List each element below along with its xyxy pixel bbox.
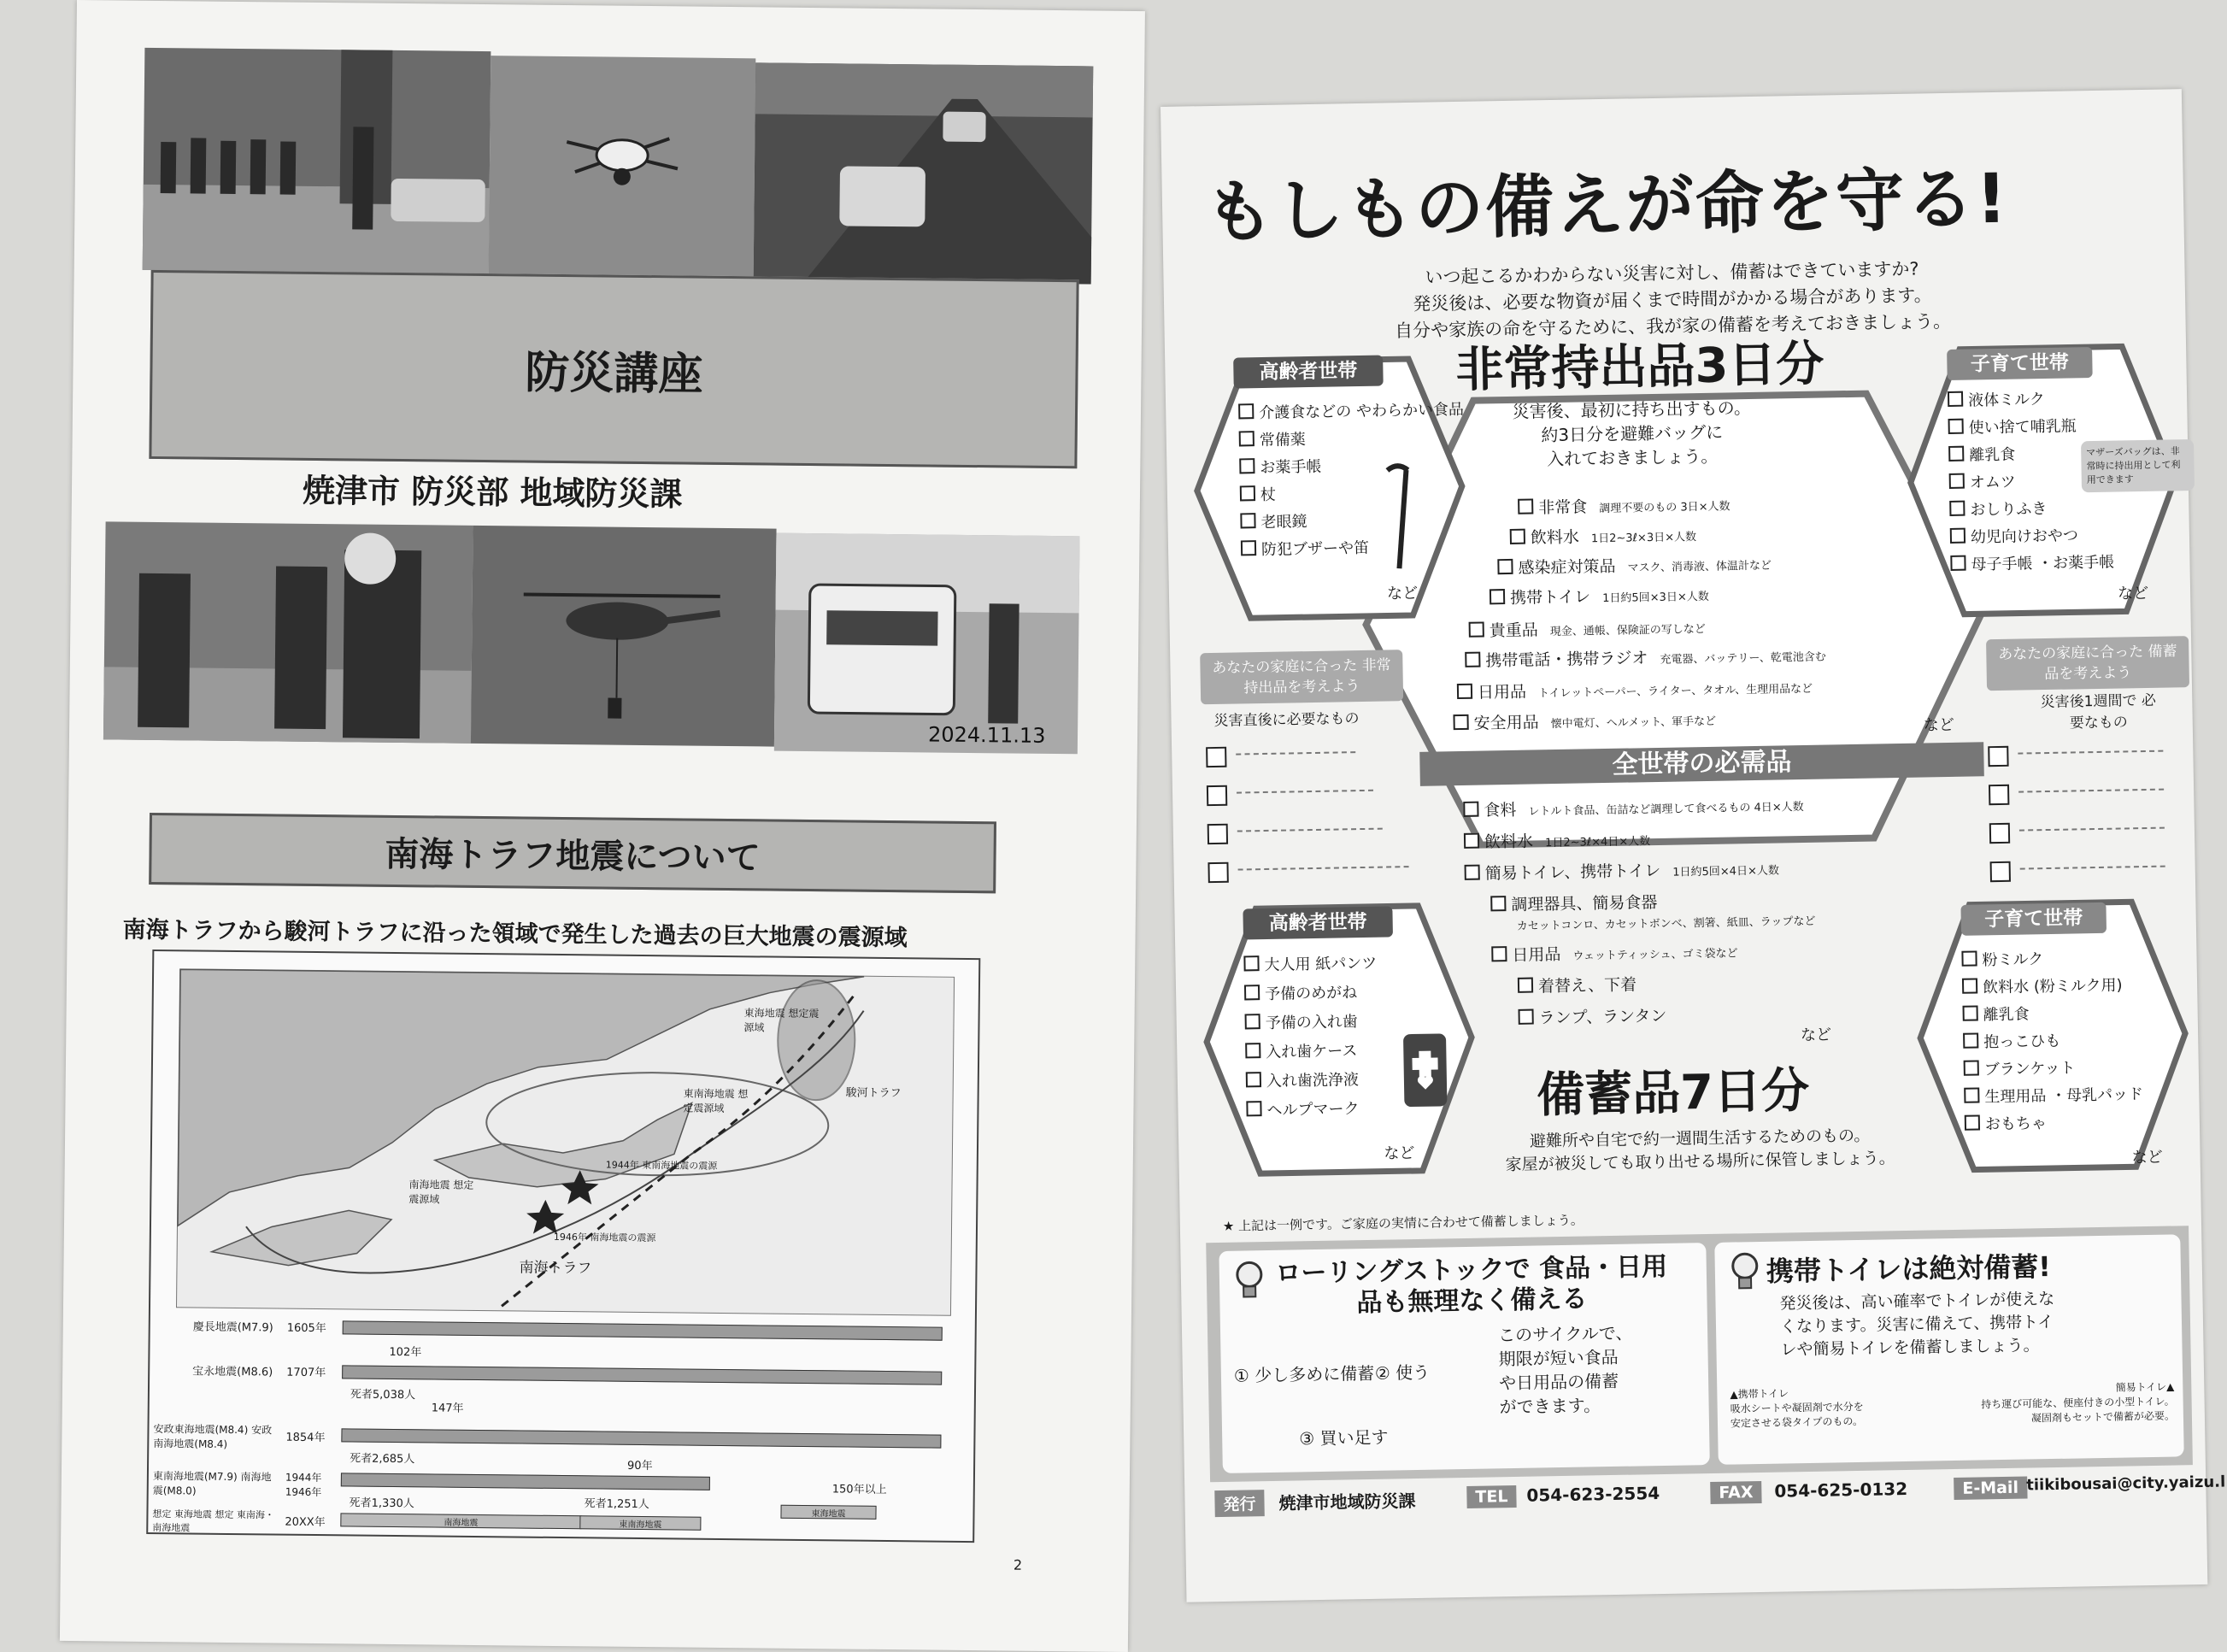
timeline-label-future: 想定 東海地震 想定 東南海・南海地震 xyxy=(152,1508,275,1534)
label-suruga-trough: 駿河トラフ xyxy=(845,1086,902,1101)
stock-desc-1: 避難所や自宅で約一週間生活するためのもの。 xyxy=(1529,1126,1871,1151)
child-bottom-item-2[interactable]: 離乳食 xyxy=(1962,999,2142,1030)
emergency-item-4[interactable] xyxy=(1469,614,1706,642)
family-right-line-4[interactable] xyxy=(2020,866,2165,870)
child-top-item-0[interactable]: 液体ミルク xyxy=(1948,385,2112,415)
stock-desc-2: 家屋が被災しても取り出せる場所に保管しましょう。 xyxy=(1505,1149,1895,1175)
emergency-desc xyxy=(1490,396,1773,473)
rolling-desc-2: 期限が短い食品 xyxy=(1498,1346,1619,1370)
label-tokai-assumed: 東海地震 想定震源域 xyxy=(743,1007,820,1034)
figure-caption: 南海トラフから駿河トラフに沿った領域で発生した過去の巨大地震の震源域 xyxy=(122,916,908,952)
common-item-5-name: 着替え、下着 xyxy=(1537,975,1637,996)
timeline-bar-keicho xyxy=(343,1320,943,1340)
child-bottom-item-4[interactable]: ブランケット xyxy=(1964,1054,2143,1085)
family-left-heading: あなたの家庭に合った 非常持出品を考えよう xyxy=(1200,650,1403,704)
page-title: 防災講座 xyxy=(525,347,703,401)
family-left-check-2[interactable] xyxy=(1207,785,1227,806)
timeline-year-ansei: 1854年 xyxy=(285,1431,326,1445)
japan-map xyxy=(176,968,955,1315)
photo-ambulance-road xyxy=(754,62,1094,284)
simple-toilet-caption: 簡易トイレ▲ 持ち運び可能な、便座付きの小型トイレ。 凝固剤もセットで備蓄が必要。 xyxy=(1981,1380,2176,1425)
fax-label: FAX xyxy=(1710,1481,1762,1504)
elderly-bottom-item-2[interactable]: 予備の入れ歯 xyxy=(1244,1008,1378,1039)
timeline-label-ansei: 安政東海地震(M8.4) 安政南海地震(M8.4) xyxy=(153,1423,273,1450)
family-left-check-4[interactable] xyxy=(1208,862,1228,883)
elderly-bottom-etc: など xyxy=(1384,1143,1415,1163)
emergency-item-1-name: 飲料水 xyxy=(1530,527,1580,548)
child-bottom-item-0[interactable]: 粉ミルク xyxy=(1961,944,2141,975)
elderly-top-item-0[interactable]: 介護食などの やわらかい食品 xyxy=(1238,397,1464,428)
intro-line-3: 自分や家族の命を守るために、我が家の備蓄を考えておきましょう。 xyxy=(1394,310,1952,342)
child-bottom-item-3[interactable]: 抱っこひも xyxy=(1963,1026,2142,1057)
family-left-check-1[interactable] xyxy=(1206,747,1226,767)
timeline-year-showa: 1944年 1946年 xyxy=(285,1471,322,1499)
rolling-desc-4: ができます。 xyxy=(1499,1395,1601,1418)
section-banner xyxy=(149,813,996,893)
elderly-top-item-5[interactable]: 防犯ブザーや笛 xyxy=(1241,533,1466,565)
common-item-6[interactable] xyxy=(1518,1003,1666,1029)
timeline-year-hoei: 1707年 xyxy=(286,1366,326,1380)
common-item-2-note: 1日約5回×4日×人数 xyxy=(1672,864,1780,879)
common-item-4-note: ウェットティッシュ、ゴミ袋など xyxy=(1572,947,1738,963)
child-top-etc: など xyxy=(2117,584,2149,603)
family-right-line-1[interactable] xyxy=(2018,750,2163,755)
family-right-check-2[interactable] xyxy=(1989,785,2009,805)
child-top-item-1[interactable]: 使い捨て哺乳瓶 xyxy=(1948,413,2112,443)
emergency-item-5-name: 携帯電話・携帯ラジオ xyxy=(1485,649,1648,671)
organization-name: 焼津市 防災部 地域防災課 xyxy=(302,471,683,514)
toilet-desc xyxy=(1779,1288,2055,1362)
emergency-item-4-name: 貴重品 xyxy=(1489,620,1538,641)
rolling-step-1: ① 少し多めに備蓄 xyxy=(1233,1362,1375,1386)
family-right-check-4[interactable] xyxy=(1990,861,2011,882)
intro-line-2: 発災後は、必要な物資が届くまで時間がかかる場合があります。 xyxy=(1413,285,1932,315)
rolling-heading: ローリングストックで 食品・日用品も無理なく備える xyxy=(1275,1251,1668,1319)
common-etc: など xyxy=(1800,1026,1832,1045)
family-right-heading: あなたの家庭に合った 備蓄品を考えよう xyxy=(1986,636,2189,691)
emergency-item-3-name: 携帯トイレ xyxy=(1509,587,1591,608)
emergency-item-2[interactable] xyxy=(1497,551,1772,579)
deaths-nankai: 死者1,251人 xyxy=(584,1497,649,1512)
elderly-bottom-item-5[interactable]: ヘルプマーク xyxy=(1246,1095,1379,1126)
elderly-top-etc: など xyxy=(1386,584,1419,603)
emergency-item-1[interactable] xyxy=(1510,522,1697,549)
deaths-tonankai: 死者1,330人 xyxy=(349,1496,414,1511)
footnote: ★ 上記は一例です。ご家庭の実情に合わせて備蓄しましょう。 xyxy=(1222,1212,1584,1234)
family-left-sub: 災害直後に必要なもの xyxy=(1213,710,1360,731)
label-nankai-assumed: 南海地震 想定震源域 xyxy=(408,1179,474,1206)
deaths-hoei: 死者5,038人 xyxy=(350,1388,416,1402)
lightbulb-icon-toilet xyxy=(1727,1250,1762,1294)
common-item-3-name: 調理器具、簡易食器 xyxy=(1511,892,1658,914)
child-top-item-2[interactable]: 離乳食 xyxy=(1948,440,2112,470)
email-address[interactable]: tiikibousai@city.yaizu.l xyxy=(2026,1473,2226,1495)
common-item-3[interactable] xyxy=(1490,890,1657,915)
title-banner xyxy=(149,270,1078,468)
intro-line-1: いつ起こるかわからない災害に対し、備蓄はできていますか? xyxy=(1425,258,1919,288)
elderly-bottom-item-3[interactable]: 入れ歯ケース xyxy=(1245,1037,1378,1068)
child-top-heading: 子育て世帯 xyxy=(1947,347,2093,380)
rolling-desc-3: や日用品の備蓄 xyxy=(1498,1370,1619,1394)
emergency-item-5-note: 充電器、バッテリー、乾電池含む xyxy=(1660,650,1826,667)
family-left-line-1[interactable] xyxy=(1236,751,1355,755)
fax-number: 054-625-0132 xyxy=(1774,1478,1908,1502)
common-item-4-name: 日用品 xyxy=(1512,944,1561,965)
label-1946-epicenter: 1946年 南海地震の震源 xyxy=(553,1231,656,1244)
emergency-item-4-note: 現金、通帳、保険証の写しなど xyxy=(1549,622,1706,639)
emergency-item-0-name: 非常食 xyxy=(1538,497,1588,518)
gap-90: 90年 xyxy=(626,1459,653,1473)
common-item-0-name: 食料 xyxy=(1484,800,1517,820)
left-page xyxy=(60,0,1145,1652)
common-item-3-note: カセットコンロ、カセットボンベ、割箸、紙皿、ラップなど xyxy=(1516,914,1816,933)
family-left-line-4[interactable] xyxy=(1238,866,1409,870)
common-item-0-note: レトルト食品、缶詰など調理して食べるもの 4日×人数 xyxy=(1528,800,1804,819)
timeline-label-showa: 東南海地震(M7.9) 南海地震(M8.0) xyxy=(152,1470,272,1497)
segment-nankai xyxy=(340,1513,581,1529)
gap-150: 150年以上 xyxy=(831,1483,887,1497)
right-page xyxy=(1161,89,2226,1602)
rolling-desc xyxy=(1498,1321,1634,1420)
family-right-line-3[interactable] xyxy=(2019,827,2165,832)
segment-nankai-label: 南海地震 xyxy=(444,1518,479,1529)
rolling-step-2: ② 使う xyxy=(1374,1361,1431,1384)
photo-firefighters xyxy=(103,521,473,743)
common-item-1[interactable] xyxy=(1464,826,1651,853)
toilet-heading: 携帯トイレは絶対備蓄! xyxy=(1766,1250,2052,1288)
emergency-desc-1: 災害後、最初に持ち出すもの。 xyxy=(1512,397,1752,422)
earthquake-figure xyxy=(146,949,980,1543)
emergency-heading: 非常持出品3日分 xyxy=(1454,336,1824,399)
photo-rescue-team xyxy=(143,48,491,273)
deaths-ansei: 死者2,685人 xyxy=(350,1452,415,1467)
stock-desc xyxy=(1486,1124,1914,1178)
emergency-desc-3: 入れておきましょう。 xyxy=(1547,445,1719,470)
child-top-item-4[interactable]: おしりふき xyxy=(1949,495,2113,525)
emergency-item-6-name: 日用品 xyxy=(1477,682,1527,703)
email-label: E-Mail xyxy=(1954,1477,2027,1500)
timeline-label-hoei: 宝永地震(M8.6) xyxy=(192,1365,273,1379)
common-item-5[interactable] xyxy=(1518,972,1637,996)
common-item-2[interactable] xyxy=(1464,856,1779,885)
child-bottom-etc: など xyxy=(2131,1148,2163,1167)
elderly-bottom-item-1[interactable]: 予備のめがね xyxy=(1244,979,1378,1010)
toilet-desc-3: レや簡易トイレを備蓄しましょう。 xyxy=(1780,1336,2040,1360)
elderly-top-list xyxy=(1238,397,1466,565)
family-right-line-2[interactable] xyxy=(2018,789,2164,793)
child-top-item-3[interactable]: オムツ xyxy=(1949,467,2113,497)
segment-tonankai xyxy=(579,1515,701,1530)
common-item-2-name: 簡易トイレ、携帯トイレ xyxy=(1484,861,1661,884)
rolling-desc-1: このサイクルで、 xyxy=(1497,1322,1633,1346)
elderly-top-heading: 高齢者世帯 xyxy=(1233,356,1384,389)
child-bottom-item-6[interactable]: おもちゃ xyxy=(1965,1108,2144,1139)
photo-ambulance xyxy=(774,533,1080,755)
issuer-label: 発行 xyxy=(1214,1490,1265,1517)
common-item-1-name: 飲料水 xyxy=(1484,832,1534,852)
gap-102: 102年 xyxy=(389,1345,422,1360)
toilet-desc-1: 発災後は、高い確率でトイレが使えな xyxy=(1779,1289,2055,1314)
family-right-sub: 災害後1週間で 必要なもの xyxy=(2040,691,2157,732)
mothers-bag-note: マザーズバッグは、非常時に持出用として利用できます xyxy=(2081,439,2195,492)
timeline-bar-showa xyxy=(341,1473,710,1490)
child-bottom-list xyxy=(1961,944,2144,1139)
family-left-check-3[interactable] xyxy=(1208,824,1228,844)
elderly-top-item-1[interactable]: 常備薬 xyxy=(1239,424,1465,456)
elderly-bottom-list xyxy=(1243,949,1379,1126)
child-bottom-heading: 子育て世帯 xyxy=(1960,902,2107,936)
label-1944-epicenter: 1944年 東南海地震の震源 xyxy=(605,1159,718,1172)
tel-number[interactable]: 054-623-2554 xyxy=(1526,1483,1660,1506)
common-item-6-name: ランプ、ランタン xyxy=(1538,1006,1667,1028)
elderly-bottom-item-4[interactable]: 入れ歯洗浄液 xyxy=(1246,1066,1379,1097)
timeline-year-keicho: 1605年 xyxy=(286,1321,326,1336)
emergency-item-7-note: 懐中電灯、ヘルメット、軍手など xyxy=(1550,714,1717,732)
course-date: 2024.11.13 xyxy=(927,722,1046,748)
elderly-top-item-2[interactable]: お薬手帳 xyxy=(1239,451,1465,483)
stock-heading: 備蓄品7日分 xyxy=(1536,1062,1810,1124)
segment-tokai xyxy=(780,1505,876,1520)
elderly-top-item-4[interactable]: 老眼鏡 xyxy=(1240,506,1466,538)
emergency-item-3[interactable] xyxy=(1490,582,1709,608)
emergency-item-2-note: マスク、消毒液、体温計など xyxy=(1627,559,1772,575)
child-bottom-item-1[interactable]: 飲料水 (粉ミルク用) xyxy=(1962,972,2142,1002)
emergency-etc: など xyxy=(1923,715,1954,735)
child-bottom-item-5[interactable]: 生理用品 ・母乳パッド xyxy=(1964,1081,2143,1112)
emergency-item-7[interactable] xyxy=(1453,707,1716,734)
family-right-check-3[interactable] xyxy=(1989,823,2010,844)
emergency-desc-2: 約3日分を避難バッグに xyxy=(1541,421,1724,446)
segment-tonankai-label: 東南海地震 xyxy=(619,1520,662,1531)
help-mark-icon xyxy=(1395,1016,1456,1111)
timeline-bar-hoei xyxy=(342,1365,942,1385)
emergency-item-6-note: トイレットペーパー、ライター、タオル、生理用品など xyxy=(1537,682,1813,701)
photo-helicopter xyxy=(471,526,777,747)
photo-drone xyxy=(489,56,756,276)
common-item-1-note: 1日2~3ℓ×4日×人数 xyxy=(1544,835,1651,850)
emergency-item-3-note: 1日約5回×3日×人数 xyxy=(1602,590,1709,606)
label-nankai-trough: 南海トラフ xyxy=(519,1259,592,1278)
gap-147: 147年 xyxy=(431,1402,464,1415)
rolling-step-3: ③ 買い足す xyxy=(1299,1426,1389,1449)
issuer-name: 焼津市地域防災課 xyxy=(1278,1490,1416,1514)
page-number: 2 xyxy=(1013,1556,1023,1573)
lightbulb-icon-rolling xyxy=(1232,1259,1267,1302)
toilet-desc-2: くなります。災害に備えて、携帯トイ xyxy=(1779,1312,2054,1337)
timeline-label-keicho: 慶長地震(M7.9) xyxy=(192,1320,273,1335)
child-top-item-6[interactable]: 母子手帳 ・お薬手帳 xyxy=(1950,550,2114,579)
family-right-check-1[interactable] xyxy=(1988,746,2008,767)
timeline-year-future: 20XX年 xyxy=(285,1515,326,1530)
tel-label: TEL xyxy=(1466,1485,1516,1508)
timeline-bar-ansei xyxy=(341,1428,941,1448)
main-title: もしもの備えが命を守る! xyxy=(1204,158,2010,253)
emergency-item-2-name: 感染症対策品 xyxy=(1518,556,1616,578)
emergency-item-0-note: 調理不要のもの 3日×人数 xyxy=(1599,500,1730,516)
section-heading: 南海トラフ地震について xyxy=(385,834,761,878)
elderly-top-item-3[interactable]: 杖 xyxy=(1240,479,1466,510)
cane-icon xyxy=(1380,462,1416,573)
common-item-4[interactable] xyxy=(1491,938,1738,966)
emergency-item-1-note: 1日2~3ℓ×3日×人数 xyxy=(1590,531,1697,546)
elderly-bottom-item-0[interactable]: 大人用 紙パンツ xyxy=(1243,949,1377,981)
segment-tokai-label: 東海地震 xyxy=(811,1509,846,1520)
portable-toilet-caption: ▲携帯トイレ 吸水シートや凝固剤で水分を 安定させる袋タイプのもの。 xyxy=(1730,1387,1864,1430)
emergency-item-0[interactable] xyxy=(1518,491,1730,518)
child-top-item-5[interactable]: 幼児向けおやつ xyxy=(1950,522,2114,552)
elderly-bottom-heading: 高齢者世帯 xyxy=(1243,906,1393,939)
common-heading: 全世帯の必需品 xyxy=(1419,742,1984,786)
label-tonankai-assumed: 東南海地震 想定震源域 xyxy=(683,1087,749,1115)
emergency-item-7-name: 安全用品 xyxy=(1473,713,1539,733)
